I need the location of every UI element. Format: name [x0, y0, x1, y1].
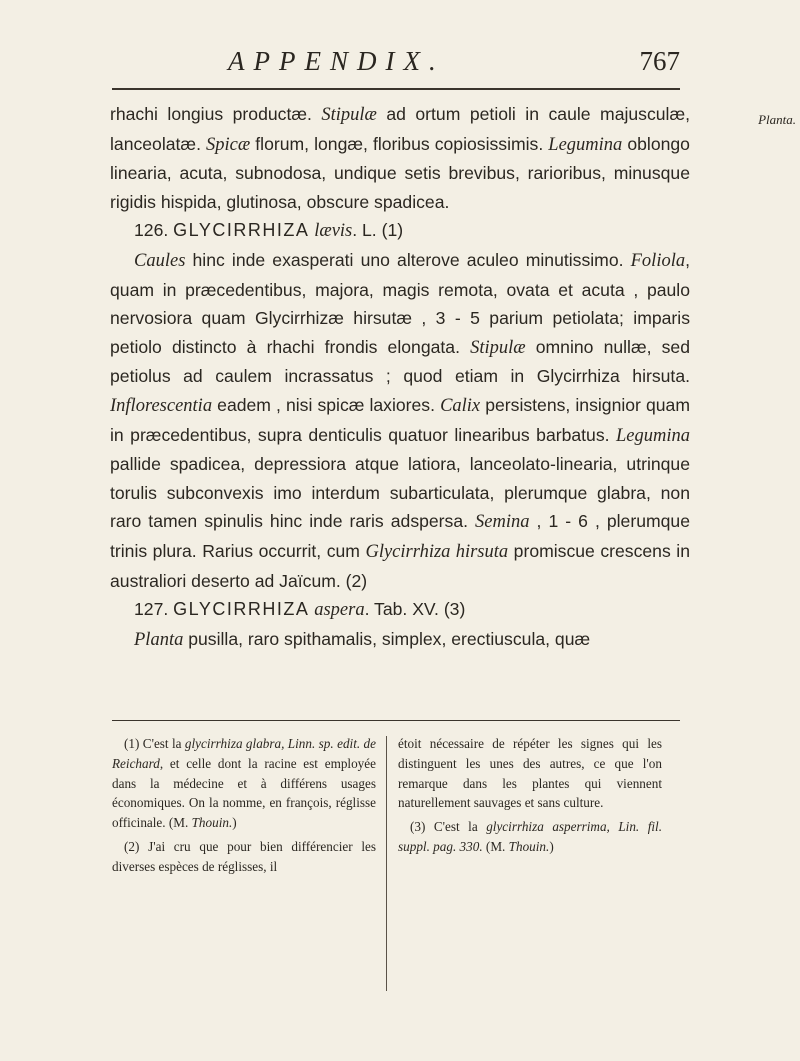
term-caules: Caules — [134, 250, 186, 271]
main-text — [110, 100, 690, 654]
footnote-3: (3) C'est la glycirrhiza asperrima, Lin. fil. suppl. pag. 330. (M. Thouin.) — [398, 819, 662, 854]
footnotes — [112, 734, 680, 1014]
margin-note: Planta. — [758, 112, 796, 127]
term-stipulae: Stipulæ — [470, 337, 526, 358]
footnote-column-right — [398, 734, 662, 857]
footnote-1: (1) C'est la glycirrhiza glabra, Linn. sp. edit. de Reichard, et celle dont la racine est employée dans la médecine et à différens usages économiques. On la nomme, en françois, réglisse officinale. (M. Thouin.) — [112, 736, 376, 831]
term-planta: Planta — [134, 629, 184, 650]
term-foliola: Foliola — [630, 250, 686, 271]
genus-name: GLYCIRRHIZA — [173, 599, 310, 620]
term-legumina: Legumina — [548, 134, 623, 155]
species-epithet: aspera — [314, 600, 365, 621]
footnote-rule — [112, 720, 680, 721]
paragraph-glycirrhiza-laevis: Caules hinc inde exasperati uno alterove aculeo minutissimo. Foliola, quam in præcedentibus, majora, magis remota, ovata et acuta , paulo nervosiora quam Glycirrhizæ hirsutæ , 3 - 5 parium petiolata; imparis petiolo distincto à rhachi frondis elongata. Stipulæ omnino nullæ, sed petiolus ad caulem incrassatus ; quod etiam in Glycirrhiza hirsuta. Inflorescentia eadem , nisi spicæ laxiores. Calix persistens, insignior quam in præcedentibus, supra denticulis quatuor linearibus barbatus. Legumina pallide spadicea, depressiora atque latiora, lanceolato-linearia, utrinque torulis subconvexis imo interdum subarticulata, plerumque glabra, non raro tamen spinulis hinc inde raris adspersa. Semina , 1 - 6 , plerumque trinis plura. Rarius occurrit, cum Glycirrhiza hirsuta promiscue crescens in australiori deserto ad Jaïcum. (2) — [110, 249, 690, 591]
footnote-column-left — [112, 734, 376, 877]
species-heading-127: 127. GLYCIRRHIZA aspera. Tab. XV. (3) — [134, 599, 466, 621]
header-rule — [112, 88, 680, 90]
footnote-2-start: (2) J'ai cru que pour bien différencier les diverses espèces de réglisses, il — [112, 838, 376, 874]
species-epithet: lævis — [314, 221, 353, 242]
term-legumina: Legumina — [616, 425, 690, 446]
paragraph-glycirrhiza-aspera: Planta pusilla, raro spithamalis, simplex, erectiuscula, quæ — [134, 628, 591, 650]
term-glycirrhiza-hirsuta: Glycirrhiza hirsuta — [365, 541, 509, 562]
column-divider — [386, 736, 387, 991]
term-inflorescentia: Inflorescentia — [110, 395, 213, 416]
term-semina: Semina — [475, 512, 530, 533]
term-spicae: Spicæ — [206, 134, 251, 155]
species-heading-126: 126. GLYCIRRHIZA lævis. L. (1) — [134, 220, 404, 242]
footnote-2-end: étoit nécessaire de répéter les signes qui les distinguent les unes des autres, ce que l'on remarque dans les plantes qui viennent naturellement sauvages et sans culture. — [398, 736, 662, 811]
term-calix: Calix — [440, 395, 481, 416]
page-number: 767 — [639, 46, 680, 76]
running-head — [0, 46, 800, 86]
genus-name: GLYCIRRHIZA — [173, 220, 310, 241]
running-title: APPENDIX. — [228, 46, 445, 76]
term-stipulae: Stipulæ — [321, 105, 377, 125]
paragraph-continuation: rhachi longius productæ. Stipulæ ad ortum petioli in caule majusculæ, lanceolatæ. Spicæ florum, longæ, floribus copiosissimis. Legumina oblongo linearia, acuta, subnodosa, undique setis brevibus, rarioribus, minusque rigidis hispida, glutinosa, obscure spadicea. — [110, 104, 690, 212]
